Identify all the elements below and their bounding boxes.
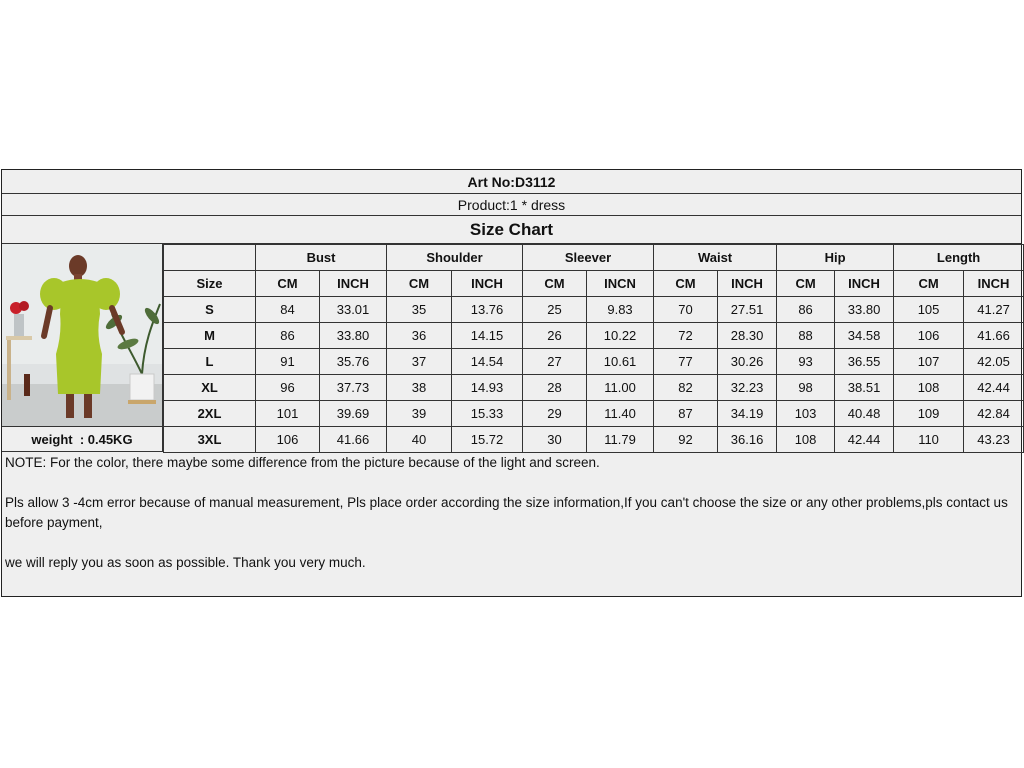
table-row	[164, 349, 1024, 375]
table-row	[164, 401, 1024, 427]
size-cell: 2XL	[164, 401, 256, 427]
group-header: Shoulder	[387, 245, 523, 271]
value-cell: 88	[777, 323, 835, 349]
note-color: NOTE: For the color, there maybe some difference from the picture because of the light and screen.	[5, 455, 600, 470]
value-cell: 42.05	[964, 349, 1024, 375]
value-cell: 11.40	[587, 401, 654, 427]
size-column-header: Size	[164, 271, 256, 297]
value-cell: 34.58	[835, 323, 894, 349]
value-cell: 33.01	[320, 297, 387, 323]
value-cell: 86	[777, 297, 835, 323]
unit-header: CM	[654, 271, 718, 297]
value-cell: 101	[256, 401, 320, 427]
note-reply: we will reply you as soon as possible. Thank you very much.	[5, 555, 366, 570]
value-cell: 37	[387, 349, 452, 375]
size-cell: 3XL	[164, 427, 256, 453]
value-cell: 36.55	[835, 349, 894, 375]
value-cell: 9.83	[587, 297, 654, 323]
size-chart-sheet	[1, 169, 1022, 597]
value-cell: 33.80	[320, 323, 387, 349]
value-cell: 13.76	[452, 297, 523, 323]
unit-header: CM	[256, 271, 320, 297]
value-cell: 106	[894, 323, 964, 349]
unit-header: INCH	[718, 271, 777, 297]
size-cell: XL	[164, 375, 256, 401]
unit-header-row	[164, 271, 1024, 297]
unit-header: INCH	[835, 271, 894, 297]
value-cell: 87	[654, 401, 718, 427]
value-cell: 36	[387, 323, 452, 349]
value-cell: 14.15	[452, 323, 523, 349]
size-cell: L	[164, 349, 256, 375]
unit-header: CM	[894, 271, 964, 297]
value-cell: 10.22	[587, 323, 654, 349]
weight-label: weight : 0.45KG	[2, 427, 163, 452]
value-cell: 35.76	[320, 349, 387, 375]
value-cell: 41.27	[964, 297, 1024, 323]
value-cell: 93	[777, 349, 835, 375]
size-cell: M	[164, 323, 256, 349]
value-cell: 36.16	[718, 427, 777, 453]
value-cell: 77	[654, 349, 718, 375]
value-cell: 103	[777, 401, 835, 427]
value-cell: 70	[654, 297, 718, 323]
value-cell: 110	[894, 427, 964, 453]
value-cell: 27.51	[718, 297, 777, 323]
value-cell: 107	[894, 349, 964, 375]
value-cell: 42.44	[835, 427, 894, 453]
value-cell: 28	[523, 375, 587, 401]
value-cell: 25	[523, 297, 587, 323]
value-cell: 109	[894, 401, 964, 427]
group-header: Hip	[777, 245, 894, 271]
value-cell: 40.48	[835, 401, 894, 427]
group-header: Sleever	[523, 245, 654, 271]
value-cell: 84	[256, 297, 320, 323]
value-cell: 105	[894, 297, 964, 323]
value-cell: 108	[894, 375, 964, 401]
value-cell: 41.66	[320, 427, 387, 453]
dress-model-image	[2, 244, 163, 427]
product-line: Product:1 * dress	[2, 194, 1021, 216]
size-cell: S	[164, 297, 256, 323]
value-cell: 26	[523, 323, 587, 349]
value-cell: 108	[777, 427, 835, 453]
value-cell: 32.23	[718, 375, 777, 401]
unit-header: INCH	[964, 271, 1024, 297]
value-cell: 82	[654, 375, 718, 401]
group-header: Length	[894, 245, 1024, 271]
group-header-row	[164, 245, 1024, 271]
value-cell: 72	[654, 323, 718, 349]
value-cell: 39.69	[320, 401, 387, 427]
value-cell: 14.54	[452, 349, 523, 375]
blank-header-cell	[164, 245, 256, 271]
art-number: Art No:D3112	[2, 170, 1021, 194]
group-header: Waist	[654, 245, 777, 271]
unit-header: INCH	[452, 271, 523, 297]
value-cell: 28.30	[718, 323, 777, 349]
value-cell: 106	[256, 427, 320, 453]
table-row	[164, 323, 1024, 349]
unit-header: CM	[777, 271, 835, 297]
value-cell: 92	[654, 427, 718, 453]
value-cell: 42.84	[964, 401, 1024, 427]
value-cell: 35	[387, 297, 452, 323]
chart-title: Size Chart	[2, 216, 1021, 244]
unit-header: INCH	[320, 271, 387, 297]
value-cell: 38	[387, 375, 452, 401]
value-cell: 40	[387, 427, 452, 453]
notes-section	[5, 453, 1017, 573]
table-row	[164, 297, 1024, 323]
value-cell: 38.51	[835, 375, 894, 401]
unit-header: CM	[387, 271, 452, 297]
value-cell: 14.93	[452, 375, 523, 401]
value-cell: 15.33	[452, 401, 523, 427]
table-row	[164, 375, 1024, 401]
table-row	[164, 427, 1024, 453]
value-cell: 34.19	[718, 401, 777, 427]
value-cell: 11.79	[587, 427, 654, 453]
value-cell: 15.72	[452, 427, 523, 453]
value-cell: 27	[523, 349, 587, 375]
unit-header: CM	[523, 271, 587, 297]
value-cell: 96	[256, 375, 320, 401]
value-cell: 91	[256, 349, 320, 375]
product-photo	[2, 244, 163, 427]
value-cell: 30	[523, 427, 587, 453]
value-cell: 10.61	[587, 349, 654, 375]
value-cell: 43.23	[964, 427, 1024, 453]
value-cell: 98	[777, 375, 835, 401]
value-cell: 29	[523, 401, 587, 427]
value-cell: 42.44	[964, 375, 1024, 401]
value-cell: 86	[256, 323, 320, 349]
note-measurement: Pls allow 3 -4cm error because of manual measurement, Pls place order according the size information,If you can't choose the size or any other problems,pls contact us before payment,	[5, 495, 1008, 530]
unit-header: INCN	[587, 271, 654, 297]
value-cell: 33.80	[835, 297, 894, 323]
size-table	[163, 244, 1024, 453]
value-cell: 41.66	[964, 323, 1024, 349]
value-cell: 11.00	[587, 375, 654, 401]
value-cell: 37.73	[320, 375, 387, 401]
group-header: Bust	[256, 245, 387, 271]
value-cell: 30.26	[718, 349, 777, 375]
value-cell: 39	[387, 401, 452, 427]
